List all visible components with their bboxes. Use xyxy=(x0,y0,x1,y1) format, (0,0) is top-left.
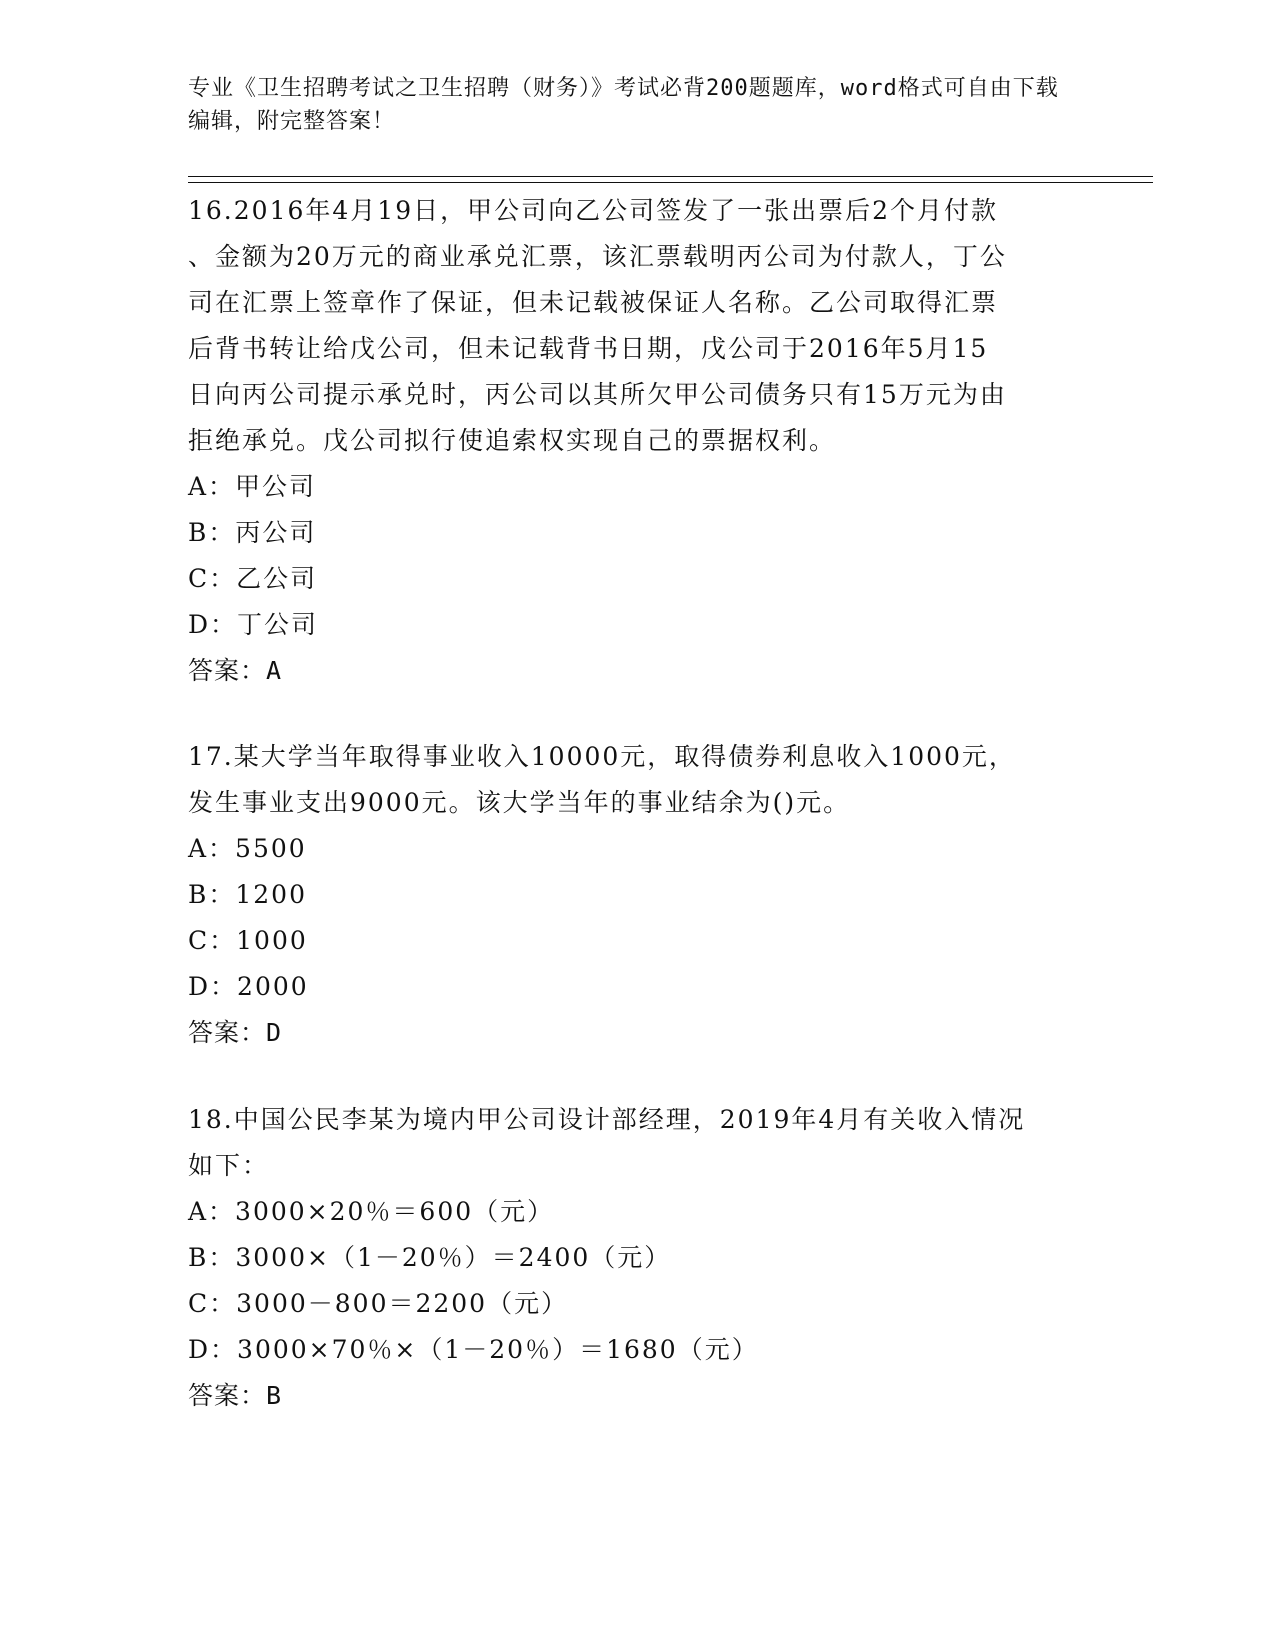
question-stem: 17.某大学当年取得事业收入10000元，取得债券利息收入1000元， 发生事业支出9000元。该大学当年的事业结余为()元。 xyxy=(188,742,1016,817)
option-c: C：乙公司 xyxy=(188,564,318,593)
header-divider-bottom xyxy=(188,182,1153,183)
option-c: C：3000－800＝2200（元） xyxy=(188,1289,569,1318)
question-stem: 16.2016年4月19日，甲公司向乙公司签发了一张出票后2个月付款 、金额为20万元的商业承兑汇票，该汇票载明丙公司为付款人，丁公 司在汇票上签章作了保证，但未记载被保证人名称。乙公司取得汇票 后背书转让给戊公司，但未记载背书日期，戊公司于2016年5月15 日向丙公司提示承兑时，丙公司以其所欠甲公司债务只有15万元为由 拒绝承兑。戊公司拟行使追索权实现自己的票据权利。 xyxy=(188,196,1007,455)
option-d: D：3000×70％×（1－20％）＝1680（元） xyxy=(188,1335,759,1364)
option-a: A：甲公司 xyxy=(188,472,317,501)
option-b: B：3000×（1－20％）＝2400（元） xyxy=(188,1243,672,1272)
question-18 xyxy=(188,1097,1088,1419)
document-header: 专业《卫生招聘考试之卫生招聘（财务）》考试必背200题题库，word格式可自由下载编辑，附完整答案！ xyxy=(188,76,1059,134)
option-d: D：丁公司 xyxy=(188,610,319,639)
question-stem: 18.中国公民李某为境内甲公司设计部经理，2019年4月有关收入情况 如下： xyxy=(188,1105,1026,1180)
option-b: B：丙公司 xyxy=(188,518,317,547)
question-17 xyxy=(188,734,1088,1056)
option-c: C：1000 xyxy=(188,926,308,955)
answer-line: 答案：A xyxy=(188,656,283,685)
answer-line: 答案：B xyxy=(188,1381,283,1410)
header-divider-top xyxy=(188,176,1153,177)
option-a: A：5500 xyxy=(188,834,307,863)
option-d: D：2000 xyxy=(188,972,309,1001)
question-16 xyxy=(188,188,1088,694)
option-a: A：3000×20％＝600（元） xyxy=(188,1197,555,1226)
answer-line: 答案：D xyxy=(188,1018,283,1047)
option-b: B：1200 xyxy=(188,880,307,909)
